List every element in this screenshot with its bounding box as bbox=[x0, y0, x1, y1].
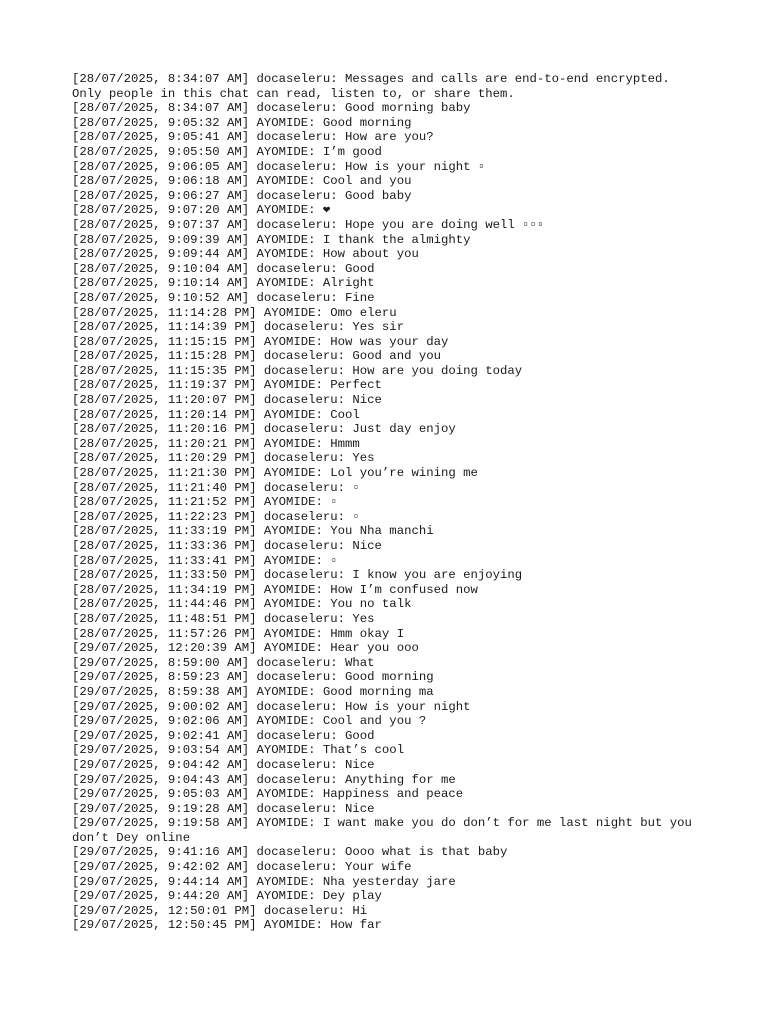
chat-line: [28/07/2025, 8:34:07 AM] docaseleru: Good morning baby bbox=[72, 101, 471, 116]
chat-line: [29/07/2025, 9:19:58 AM] AYOMIDE: I want make you do don’t for me last night but you don’t Dey online bbox=[72, 816, 700, 845]
chat-line: [28/07/2025, 9:05:41 AM] docaseleru: How are you? bbox=[72, 130, 434, 145]
chat-line: [28/07/2025, 9:05:50 AM] AYOMIDE: I’m good bbox=[72, 144, 382, 159]
chat-line: [28/07/2025, 11:33:41 PM] AYOMIDE: ▫ bbox=[72, 553, 338, 568]
chat-line: [29/07/2025, 9:41:16 AM] docaseleru: Oooo what is that baby bbox=[72, 845, 508, 860]
chat-line: [29/07/2025, 9:04:42 AM] docaseleru: Nice bbox=[72, 757, 375, 772]
chat-line: [28/07/2025, 11:21:30 PM] AYOMIDE: Lol you’re wining me bbox=[72, 466, 478, 481]
chat-line: [29/07/2025, 8:59:38 AM] AYOMIDE: Good morning ma bbox=[72, 684, 434, 699]
chat-line: [28/07/2025, 11:21:52 PM] AYOMIDE: ▫ bbox=[72, 495, 338, 510]
chat-line: [28/07/2025, 11:14:28 PM] AYOMIDE: Omo eleru bbox=[72, 305, 397, 320]
chat-line: [29/07/2025, 9:02:06 AM] AYOMIDE: Cool and you ? bbox=[72, 714, 427, 729]
chat-log bbox=[72, 72, 700, 933]
chat-line: [29/07/2025, 8:59:00 AM] docaseleru: What bbox=[72, 655, 375, 670]
chat-line: [29/07/2025, 12:50:01 PM] docaseleru: Hi bbox=[72, 903, 368, 918]
chat-line: [29/07/2025, 9:00:02 AM] docaseleru: How is your night bbox=[72, 699, 471, 714]
chat-line: [28/07/2025, 11:57:26 PM] AYOMIDE: Hmm okay I bbox=[72, 626, 405, 641]
chat-line: [28/07/2025, 9:07:20 AM] AYOMIDE: ❤ bbox=[72, 203, 331, 218]
chat-line: [29/07/2025, 12:50:45 PM] AYOMIDE: How far bbox=[72, 918, 382, 933]
chat-line: [28/07/2025, 11:15:28 PM] docaseleru: Good and you bbox=[72, 349, 441, 364]
chat-line: [28/07/2025, 9:09:44 AM] AYOMIDE: How about you bbox=[72, 247, 419, 262]
chat-line: [29/07/2025, 9:42:02 AM] docaseleru: Your wife bbox=[72, 860, 412, 875]
chat-line: [28/07/2025, 9:06:27 AM] docaseleru: Good baby bbox=[72, 188, 412, 203]
chat-line: [28/07/2025, 11:34:19 PM] AYOMIDE: How I’m confused now bbox=[72, 582, 478, 597]
chat-line: [28/07/2025, 11:15:15 PM] AYOMIDE: How was your day bbox=[72, 334, 449, 349]
chat-line: [28/07/2025, 9:06:18 AM] AYOMIDE: Cool and you bbox=[72, 174, 412, 189]
chat-line: [28/07/2025, 11:33:36 PM] docaseleru: Nice bbox=[72, 539, 382, 553]
chat-line: [29/07/2025, 9:19:28 AM] docaseleru: Nice bbox=[72, 801, 375, 816]
chat-line: [28/07/2025, 9:10:14 AM] AYOMIDE: Alright bbox=[72, 276, 375, 291]
chat-line: [28/07/2025, 11:20:29 PM] docaseleru: Yes bbox=[72, 451, 375, 466]
chat-line: [28/07/2025, 11:14:39 PM] docaseleru: Yes sir bbox=[72, 320, 405, 335]
chat-line: [28/07/2025, 11:20:07 PM] docaseleru: Nice bbox=[72, 393, 382, 408]
chat-line: [29/07/2025, 9:04:43 AM] docaseleru: Anything for me bbox=[72, 772, 456, 787]
chat-line: [29/07/2025, 12:20:39 AM] AYOMIDE: Hear you ooo bbox=[72, 641, 419, 656]
chat-line: [28/07/2025, 11:44:46 PM] AYOMIDE: You no talk bbox=[72, 597, 412, 612]
chat-line: [28/07/2025, 11:20:16 PM] docaseleru: Just day enjoy bbox=[72, 422, 456, 437]
chat-line: [28/07/2025, 9:06:05 AM] docaseleru: How is your night ▫ bbox=[72, 159, 486, 174]
chat-line: [28/07/2025, 8:34:07 AM] docaseleru: Messages and calls are end-to-end encrypted. Only people in this chat can read, listen to, or share them. bbox=[72, 72, 678, 101]
chat-line: [28/07/2025, 11:48:51 PM] docaseleru: Yes bbox=[72, 611, 375, 626]
chat-line: [28/07/2025, 9:09:39 AM] AYOMIDE: I thank the almighty bbox=[72, 232, 471, 247]
chat-line: [28/07/2025, 9:10:52 AM] docaseleru: Fine bbox=[72, 290, 375, 305]
chat-line: [29/07/2025, 9:44:14 AM] AYOMIDE: Nha yesterday jare bbox=[72, 874, 456, 889]
chat-line: [28/07/2025, 9:10:04 AM] docaseleru: Good bbox=[72, 261, 375, 276]
chat-line: [28/07/2025, 11:33:19 PM] AYOMIDE: You Nha manchi bbox=[72, 524, 434, 539]
chat-line: [28/07/2025, 11:21:40 PM] docaseleru: ▫ bbox=[72, 480, 360, 495]
chat-line: [28/07/2025, 9:07:37 AM] docaseleru: Hope you are doing well ▫▫▫ bbox=[72, 217, 545, 232]
chat-line: [28/07/2025, 11:22:23 PM] docaseleru: ▫ bbox=[72, 509, 360, 524]
chat-line: [28/07/2025, 9:05:32 AM] AYOMIDE: Good morning bbox=[72, 115, 412, 130]
chat-line: [29/07/2025, 9:05:03 AM] AYOMIDE: Happiness and peace bbox=[72, 787, 464, 802]
chat-line: [29/07/2025, 9:03:54 AM] AYOMIDE: That’s cool bbox=[72, 743, 405, 758]
chat-line: [29/07/2025, 9:44:20 AM] AYOMIDE: Dey play bbox=[72, 889, 382, 904]
chat-line: [28/07/2025, 11:33:50 PM] docaseleru: I know you are enjoying bbox=[72, 568, 523, 583]
chat-line: [28/07/2025, 11:19:37 PM] AYOMIDE: Perfect bbox=[72, 378, 382, 393]
chat-line: [28/07/2025, 11:20:21 PM] AYOMIDE: Hmmm bbox=[72, 436, 360, 451]
chat-line: [28/07/2025, 11:15:35 PM] docaseleru: How are you doing today bbox=[72, 363, 523, 378]
chat-line: [29/07/2025, 8:59:23 AM] docaseleru: Good morning bbox=[72, 670, 434, 685]
chat-line: [28/07/2025, 11:20:14 PM] AYOMIDE: Cool bbox=[72, 407, 360, 422]
chat-line: [29/07/2025, 9:02:41 AM] docaseleru: Good bbox=[72, 728, 375, 743]
